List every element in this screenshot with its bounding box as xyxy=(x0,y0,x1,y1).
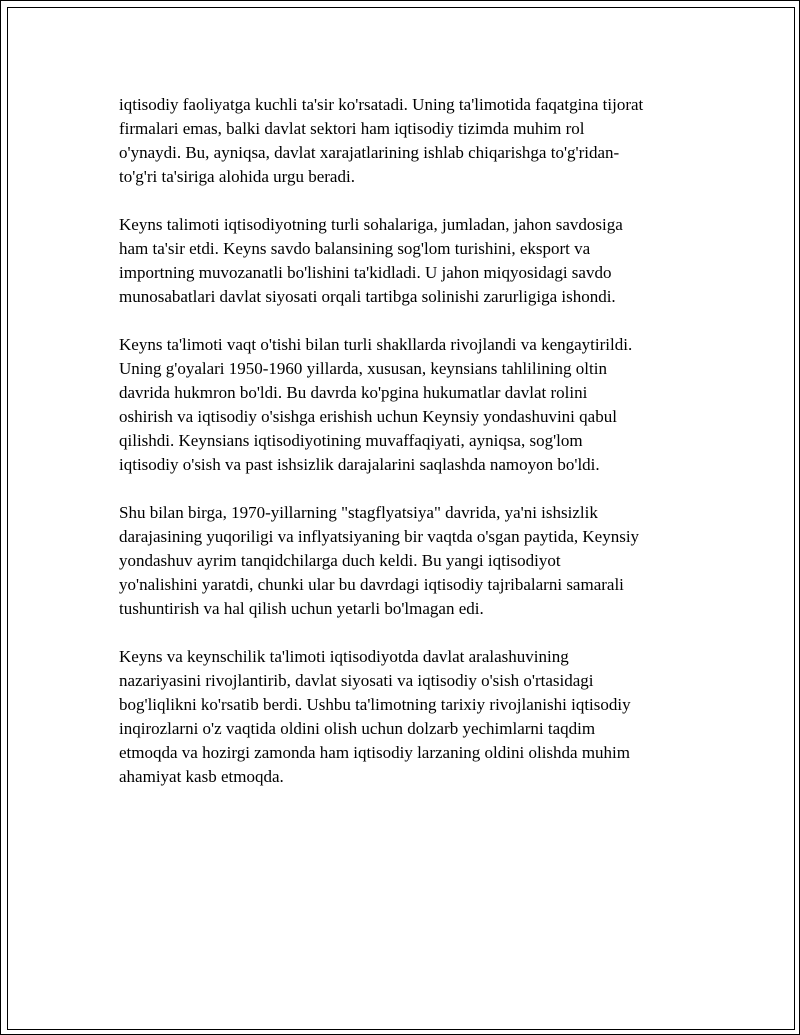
paragraph-2 xyxy=(119,213,694,309)
text-line: firmalari emas, balki davlat sektori ham iqtisodiy tizimda muhim rol xyxy=(119,119,585,138)
paragraph-5 xyxy=(119,645,694,789)
text-line: o'ynaydi. Bu, ayniqsa, davlat xarajatlarining ishlab chiqarishga to'g'ridan- xyxy=(119,143,620,162)
text-line: importning muvozanatli bo'lishini ta'kidladi. U jahon miqyosidagi savdo xyxy=(119,263,612,282)
text-line: munosabatlari davlat siyosati orqali tartibga solinishi zarurligiga ishondi. xyxy=(119,287,616,306)
text-line: davrida hukmron bo'ldi. Bu davrda ko'pgina hukumatlar davlat rolini xyxy=(119,383,588,402)
text-line: oshirish va iqtisodiy o'sishga erishish uchun Keynsiy yondashuvini qabul xyxy=(119,407,617,426)
text-line: tushuntirish va hal qilish uchun yetarli bo'lmagan edi. xyxy=(119,599,484,618)
text-line: darajasining yuqoriligi va inflyatsiyaning bir vaqtda o'sgan paytida, Keynsiy xyxy=(119,527,640,546)
text-line: bog'liqlikni ko'rsatib berdi. Ushbu ta'limotning tarixiy rivojlanishi iqtisodiy xyxy=(119,695,631,714)
paragraph-4 xyxy=(119,501,694,621)
text-line: ahamiyat kasb etmoqda. xyxy=(119,767,284,786)
text-line: etmoqda va hozirgi zamonda ham iqtisodiy larzaning oldini olishda muhim xyxy=(119,743,631,762)
text-line: inqirozlarni o'z vaqtida oldini olish uchun dolzarb yechimlarni taqdim xyxy=(119,719,596,738)
paragraph-3 xyxy=(119,333,694,477)
text-line: Uning g'oyalari 1950-1960 yillarda, xususan, keynsians tahlilining oltin xyxy=(119,359,607,378)
text-line: Shu bilan birga, 1970-yillarning "stagflyatsiya" davrida, ya'ni ishsizlik xyxy=(119,503,598,522)
text-line: yondashuv ayrim tanqidchilarga duch keldi. Bu yangi iqtisodiyot xyxy=(119,551,561,570)
text-line: iqtisodiy faoliyatga kuchli ta'sir ko'rsatadi. Uning ta'limotida faqatgina tijorat xyxy=(119,95,644,114)
text-line: Keyns talimoti iqtisodiyotning turli sohalariga, jumladan, jahon savdosiga xyxy=(119,215,623,234)
text-line: Keyns ta'limoti vaqt o'tishi bilan turli shakllarda rivojlandi va kengaytirildi. xyxy=(119,335,633,354)
document-body xyxy=(119,93,694,813)
text-line: ham ta'sir etdi. Keyns savdo balansining sog'lom turishini, eksport va xyxy=(119,239,591,258)
text-line: qilishdi. Keynsians iqtisodiyotining muvaffaqiyati, ayniqsa, sog'lom xyxy=(119,431,583,450)
text-line: Keyns va keynschilik ta'limoti iqtisodiyotda davlat aralashuvining xyxy=(119,647,569,666)
text-line: yo'nalishini yaratdi, chunki ular bu davrdagi iqtisodiy tajribalarni samarali xyxy=(119,575,624,594)
paragraph-1 xyxy=(119,93,694,189)
text-line: iqtisodiy o'sish va past ishsizlik darajalarini saqlashda namoyon bo'ldi. xyxy=(119,455,600,474)
text-line: to'g'ri ta'siriga alohida urgu beradi. xyxy=(119,167,355,186)
text-line: nazariyasini rivojlantirib, davlat siyosati va iqtisodiy o'sish o'rtasidagi xyxy=(119,671,594,690)
